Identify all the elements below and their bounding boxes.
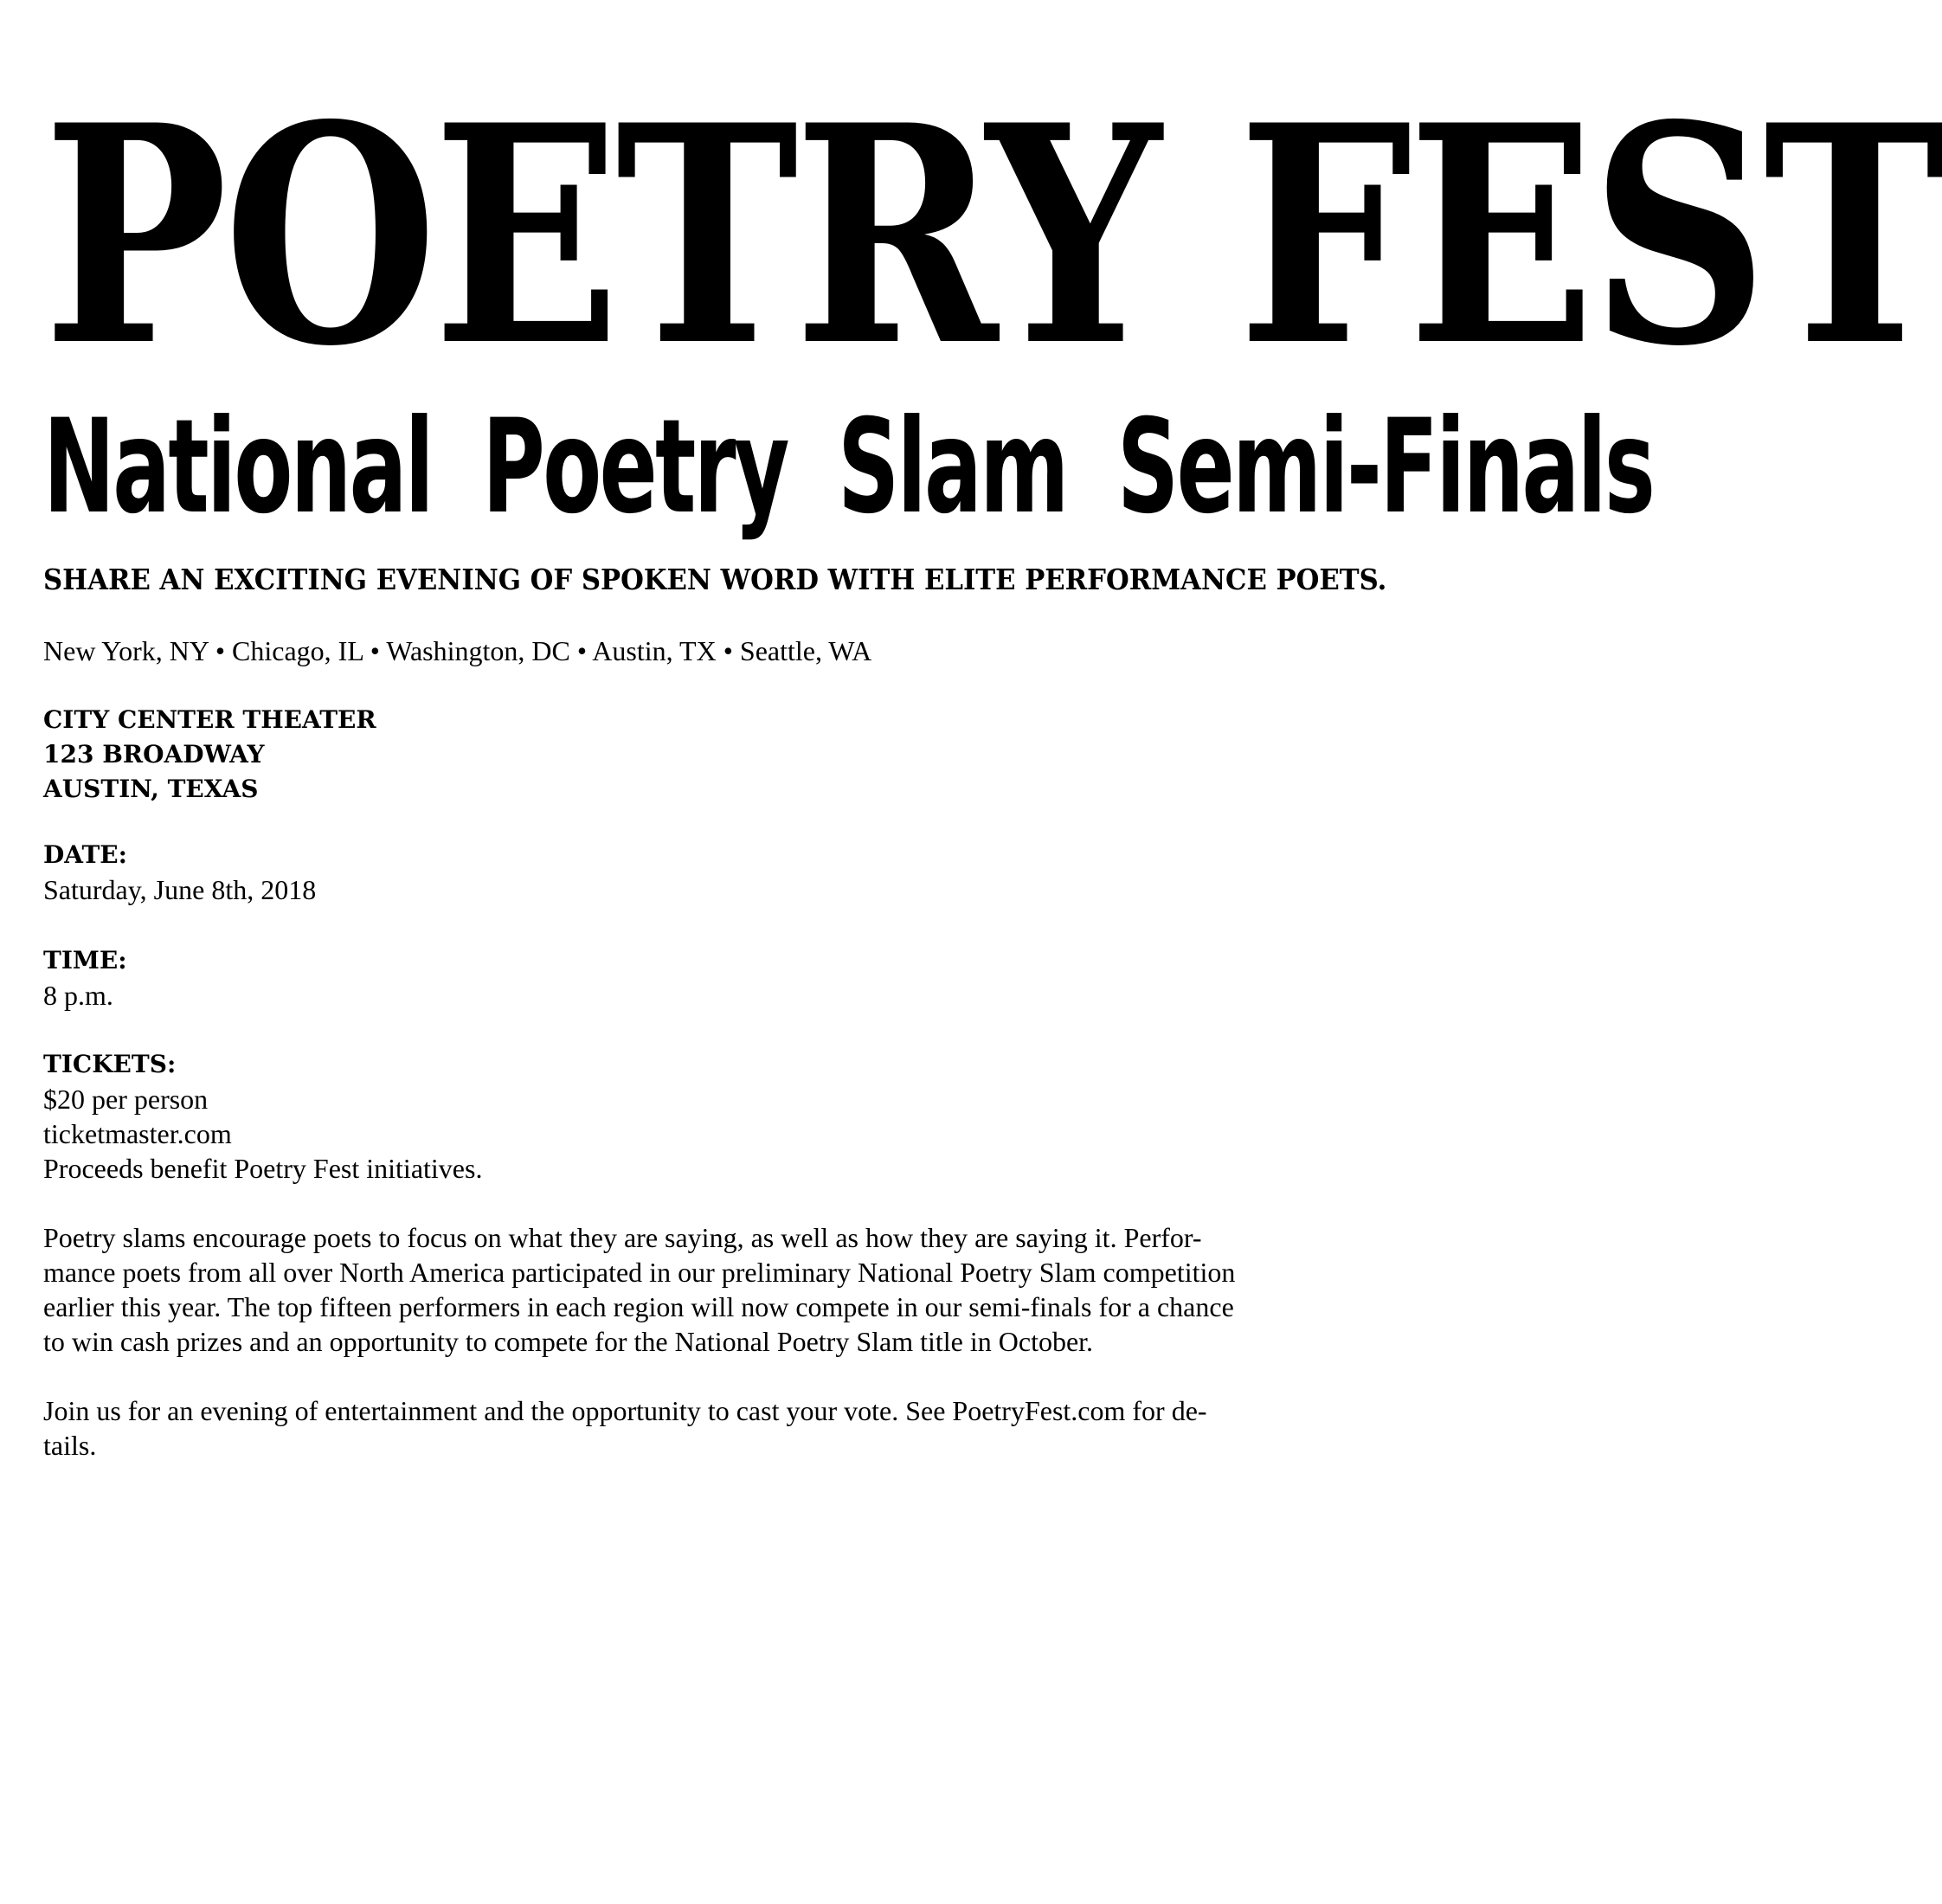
time-label: TIME: <box>43 946 127 975</box>
closing-line: tails. <box>43 1430 97 1461</box>
date-section <box>43 838 316 907</box>
description-line: mance poets from all over North America participated in our preliminary National Poetry Slam competition <box>43 1257 1236 1288</box>
closing-paragraph <box>43 1393 1428 1463</box>
description-line: Poetry slams encourage poets to focus on what they are saying, as well as how they are saying it. Perfor- <box>43 1222 1202 1253</box>
venue-name: CITY CENTER THEATER <box>43 705 376 734</box>
closing-line: Join us for an evening of entertainment and the opportunity to cast your vote. See PoetryFest.com for de- <box>43 1395 1207 1426</box>
tickets-note: Proceeds benefit Poetry Fest initiatives. <box>43 1153 483 1184</box>
time-section <box>43 943 127 1013</box>
date-value: Saturday, June 8th, 2018 <box>43 874 317 905</box>
venue-street: 123 BROADWAY <box>43 740 265 769</box>
description-line: to win cash prizes and an opportunity to compete for the National Poetry Slam title in October. <box>43 1326 1094 1357</box>
tickets-price: $20 per person <box>43 1084 209 1115</box>
description-line: earlier this year. The top fifteen performers in each region will now compete in our semi-finals for a chance <box>43 1291 1234 1322</box>
venue-city: AUSTIN, TEXAS <box>43 775 259 803</box>
tickets-section <box>43 1047 482 1186</box>
tickets-site: ticketmaster.com <box>43 1118 232 1149</box>
poster-subtitle: National Poetry Slam Semi-Finals <box>43 392 1654 543</box>
poster-tagline: SHARE AN EXCITING EVENING OF SPOKEN WORD WITH ELITE PERFORMANCE POETS. <box>43 563 1387 596</box>
time-value: 8 p.m. <box>43 980 113 1011</box>
city-list: New York, NY • Chicago, IL • Washington, DC • Austin, TX • Seattle, WA <box>43 635 872 666</box>
poster-title: POETRY FEST <box>43 59 1942 412</box>
venue-address <box>43 703 376 807</box>
date-label: DATE: <box>43 840 127 869</box>
description-paragraph <box>43 1220 1428 1359</box>
tickets-label: TICKETS: <box>43 1050 177 1078</box>
